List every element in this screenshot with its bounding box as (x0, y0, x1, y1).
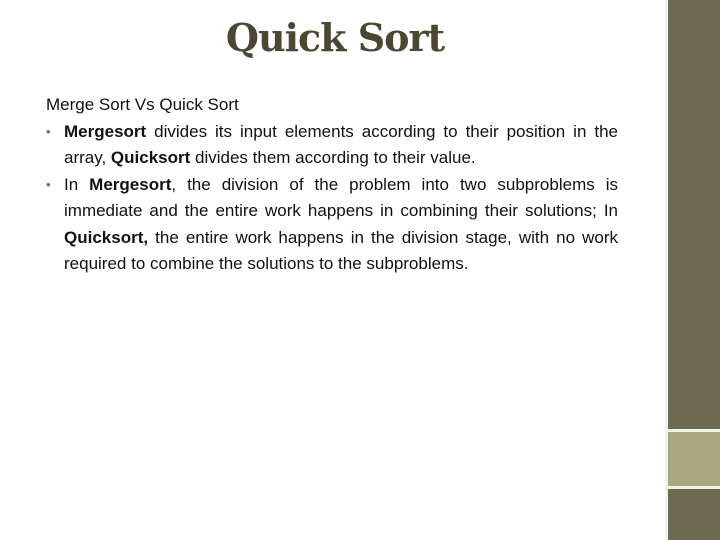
bullet-text-segment: , the division of the problem into two subproblems is immediate and the entire work happens in combining their solutions; In (64, 174, 618, 220)
bullet-item (46, 119, 618, 172)
bullet-text-segment: Quicksort (110, 148, 191, 167)
slide-content (46, 92, 618, 278)
subheading: Merge Sort Vs Quick Sort (46, 95, 239, 114)
bullet-text-segment: In (64, 174, 90, 194)
bullet-text-segment: divides its input elements according to their position in the array, (64, 121, 618, 167)
bullet-text-segment: Mergesort (64, 121, 147, 141)
slide-title: Quick Sort (225, 15, 445, 60)
sidebar-accent-gap (668, 486, 720, 489)
bullet-marker-icon: • (46, 123, 51, 139)
bullet-text-segment: divides them according to their value. (190, 148, 476, 167)
bullet-text-segment: Quicksort, (64, 227, 149, 247)
bullet-text-segment: Mergesort (89, 174, 172, 194)
bullet-item (46, 172, 618, 278)
bullet-list (46, 119, 618, 278)
bullet-text-segment: the entire work happens in the division stage, with no work required to combine the solutions to the subproblems. (64, 227, 618, 273)
bullet-marker-icon: • (46, 176, 51, 192)
sidebar-accent-block (668, 432, 720, 486)
